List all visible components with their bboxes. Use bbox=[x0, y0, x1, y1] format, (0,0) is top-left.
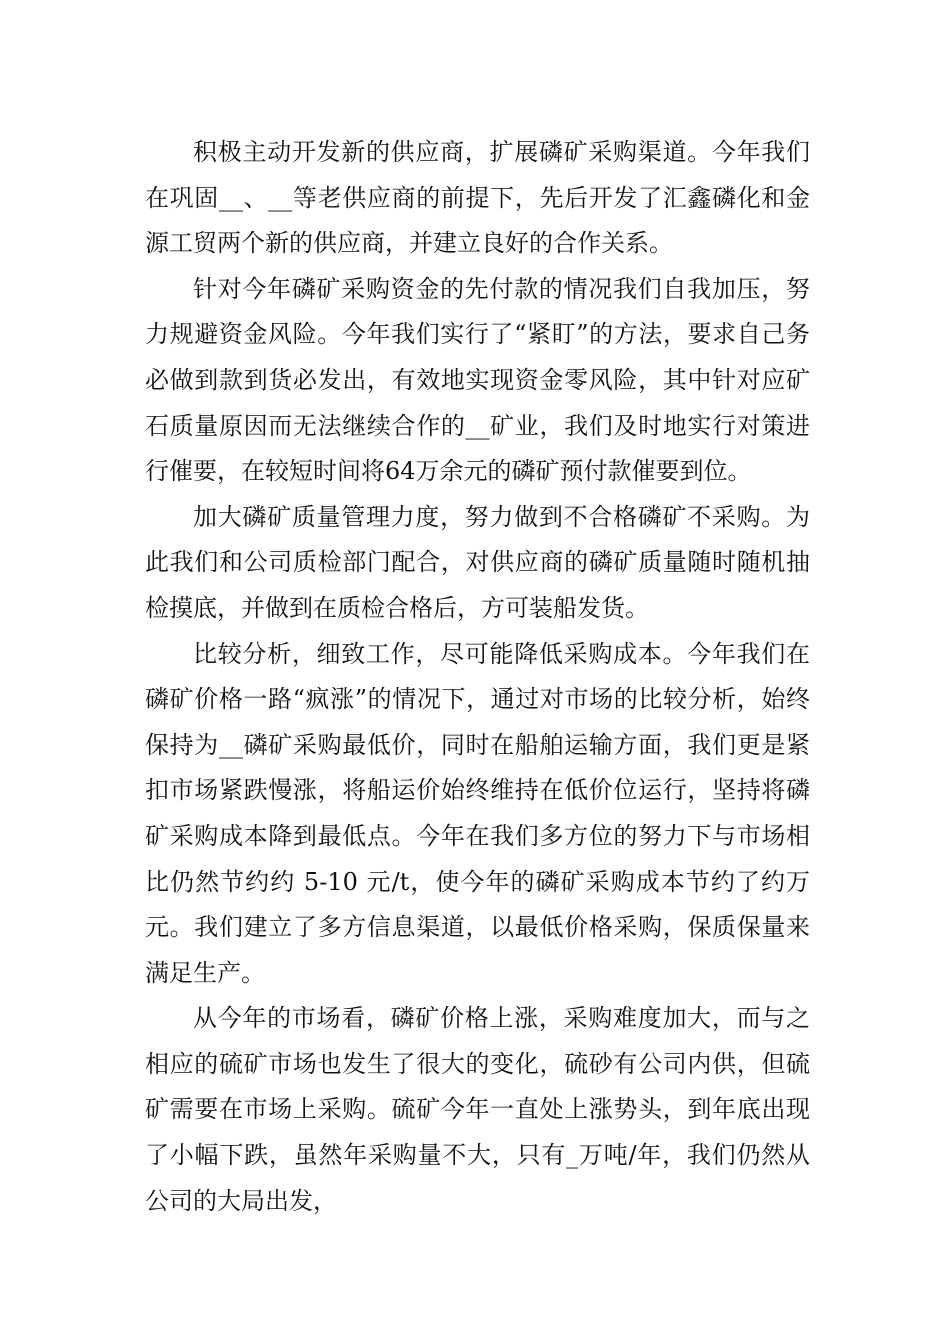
paragraph-cost-reduction: 比较分析，细致工作，尽可能降低采购成本。今年我们在磷矿价格一路“疯涨”的情况下，通过对市场的比较分析，始终保持为__磷矿采购最低价，同时在船舶运输方面，我们更是紧扣市场紧跌慢涨，将船运价始终维持在低价位运行，坚持将磷矿采购成本降到最低点。今年在我们多方位的努力下与市场相比仍然节约约 5-10 元/t，使今年的磷矿采购成本节约了约万元。我们建立了多方信息渠道，以最低价格采购，保质保量来满足生产。 bbox=[145, 639, 810, 987]
document-body bbox=[145, 130, 810, 1224]
paragraph-supplier-development: 积极主动开发新的供应商，扩展磷矿采购渠道。今年我们在巩固__、__等老供应商的前提下，先后开发了汇鑫磷化和金源工贸两个新的供应商，并建立良好的合作关系。 bbox=[145, 138, 810, 258]
paragraph-quality-management: 加大磷矿质量管理力度，努力做到不合格磷矿不采购。为此我们和公司质检部门配合，对供应商的磷矿质量随时随机抽检摸底，并做到在质检合格后，方可装船发货。 bbox=[145, 502, 810, 622]
paragraph-sulfur-market: 从今年的市场看，磷矿价格上涨，采购难度加大，而与之相应的硫矿市场也发生了很大的变化，硫砂有公司内供，但硫矿需要在市场上采购。硫矿今年一直处上涨势头，到年底出现了小幅下跌，虽然年采购量不大，只有_万吨/年，我们仍然从公司的大局出发， bbox=[145, 1004, 810, 1215]
paragraph-funding-risk: 针对今年磷矿采购资金的先付款的情况我们自我加压，努力规避资金风险。今年我们实行了“紧盯”的方法，要求自己务必做到款到货必发出，有效地实现资金零风险，其中针对应矿石质量原因而无法继续合作的__矿业，我们及时地实行对策进行催要，在较短时间将64万余元的磷矿预付款催要到位。 bbox=[145, 274, 810, 486]
